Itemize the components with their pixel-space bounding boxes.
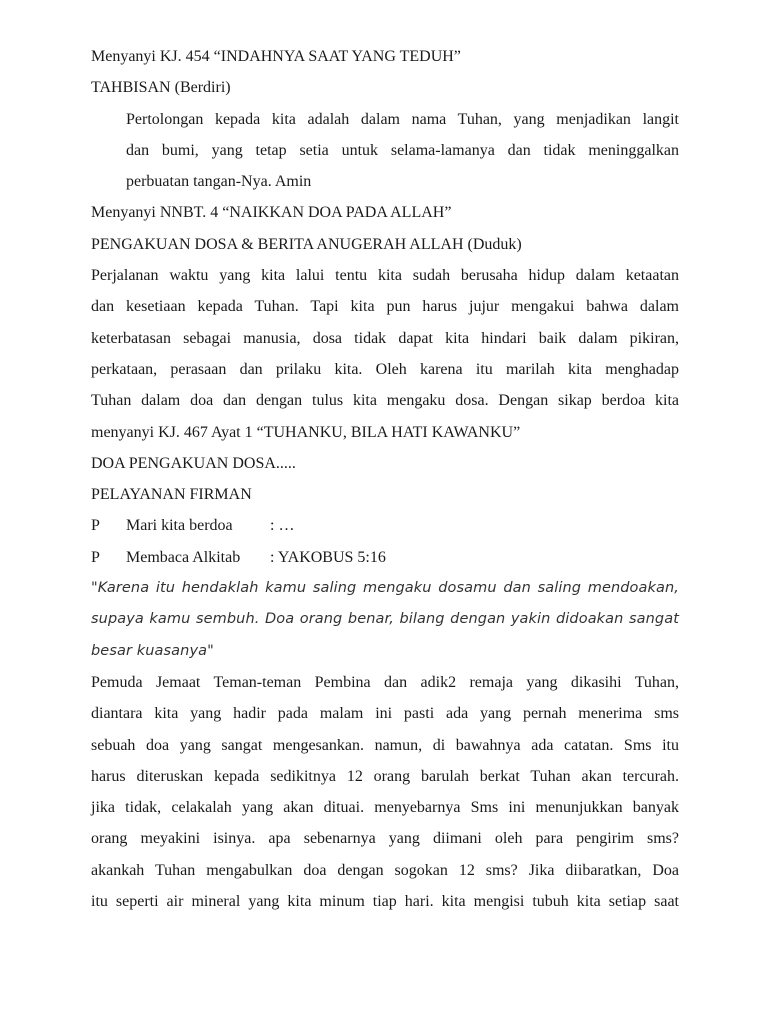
pengakuan-text-line: perkataan, perasaan dan prilaku kita. Oleh karena itu marilah kita menghadap [91,360,679,378]
liturgy-row [91,542,679,573]
pengakuan-text-line: Tuhan dalam doa dan dengan tulus kita mengaku dosa. Dengan sikap berdoa kita [91,392,679,410]
bible-verse-line: "Karena itu hendaklah kamu saling mengaku dosamu dan saling mendoakan, [91,580,679,597]
liturgy-item-value: : YAKOBUS 5:16 [270,548,386,566]
bible-verse-line: supaya kamu sembuh. Doa orang benar, bilang dengan yakin didoakan sangat [91,611,679,628]
liturgy-item-label: Mari kita berdoa [126,517,233,535]
sermon-text-line: harus diteruskan kepada sedikitnya 12 orang barulah berkat Tuhan akan tercurah. [91,767,679,785]
tahbisan-text-line: perbuatan tangan-Nya. Amin [126,173,312,191]
pengakuan-text-line: dan kesetiaan kepada Tuhan. Tapi kita pun harus jujur mengakui bahwa dalam [91,298,679,316]
document-page [91,41,679,917]
liturgy-item-value: : … [270,517,295,535]
section-heading-pelayanan-firman: PELAYANAN FIRMAN [91,486,252,504]
sermon-text-line: akankah Tuhan mengabulkan doa dengan sogokan 12 sms? Jika diibaratkan, Doa [91,861,679,879]
pengakuan-text-line: menyanyi KJ. 467 Ayat 1 “TUHANKU, BILA HATI KAWANKU” [91,423,521,441]
tahbisan-text-line: dan bumi, yang tetap setia untuk selama-lamanya dan tidak meninggalkan [126,141,679,159]
section-heading-pengakuan-dosa: PENGAKUAN DOSA & BERITA ANUGERAH ALLAH (Duduk) [91,235,522,253]
section-heading-tahbisan: TAHBISAN (Berdiri) [91,79,231,97]
liturgy-row [91,510,679,541]
pengakuan-text-line: keterbatasan sebagai manusia, dosa tidak dapat kita hindari baik dalam pikiran, [91,329,679,347]
section-heading-doa-pengakuan: DOA PENGAKUAN DOSA..... [91,454,296,472]
sermon-text-line: itu seperti air mineral yang kita minum tiap hari. kita mengisi tubuh kita setiap saat [91,893,679,911]
sermon-text-line: orang meyakini isinya. apa sebenarnya yang diimani oleh para pengirim sms? [91,830,679,848]
sermon-text-line: Pemuda Jemaat Teman-teman Pembina dan adik2 remaja yang dikasihi Tuhan, [91,673,679,691]
bible-verse-line: besar kuasanya" [91,642,214,659]
hymn-line-nnbt-4: Menyanyi NNBT. 4 “NAIKKAN DOA PADA ALLAH” [91,204,452,222]
liturgy-item-label: Membaca Alkitab [126,548,241,566]
sermon-text-line: diantara kita yang hadir pada malam ini pasti ada yang pernah menerima sms [91,705,679,723]
hymn-line-kj-454: Menyanyi KJ. 454 “INDAHNYA SAAT YANG TEDUH” [91,48,461,65]
sermon-text-line: jika tidak, celakalah yang akan dituai. menyebarnya Sms ini menunjukkan banyak [91,799,679,817]
liturgy-role: P [91,517,100,535]
tahbisan-text-line: Pertolongan kepada kita adalah dalam nama Tuhan, yang menjadikan langit [126,110,679,128]
pengakuan-text-line: Perjalanan waktu yang kita lalui tentu kita sudah berusaha hidup dalam ketaatan [91,267,679,285]
liturgy-role: P [91,548,100,566]
sermon-text-line: sebuah doa yang sangat mengesankan. namun, di bawahnya ada catatan. Sms itu [91,736,679,754]
